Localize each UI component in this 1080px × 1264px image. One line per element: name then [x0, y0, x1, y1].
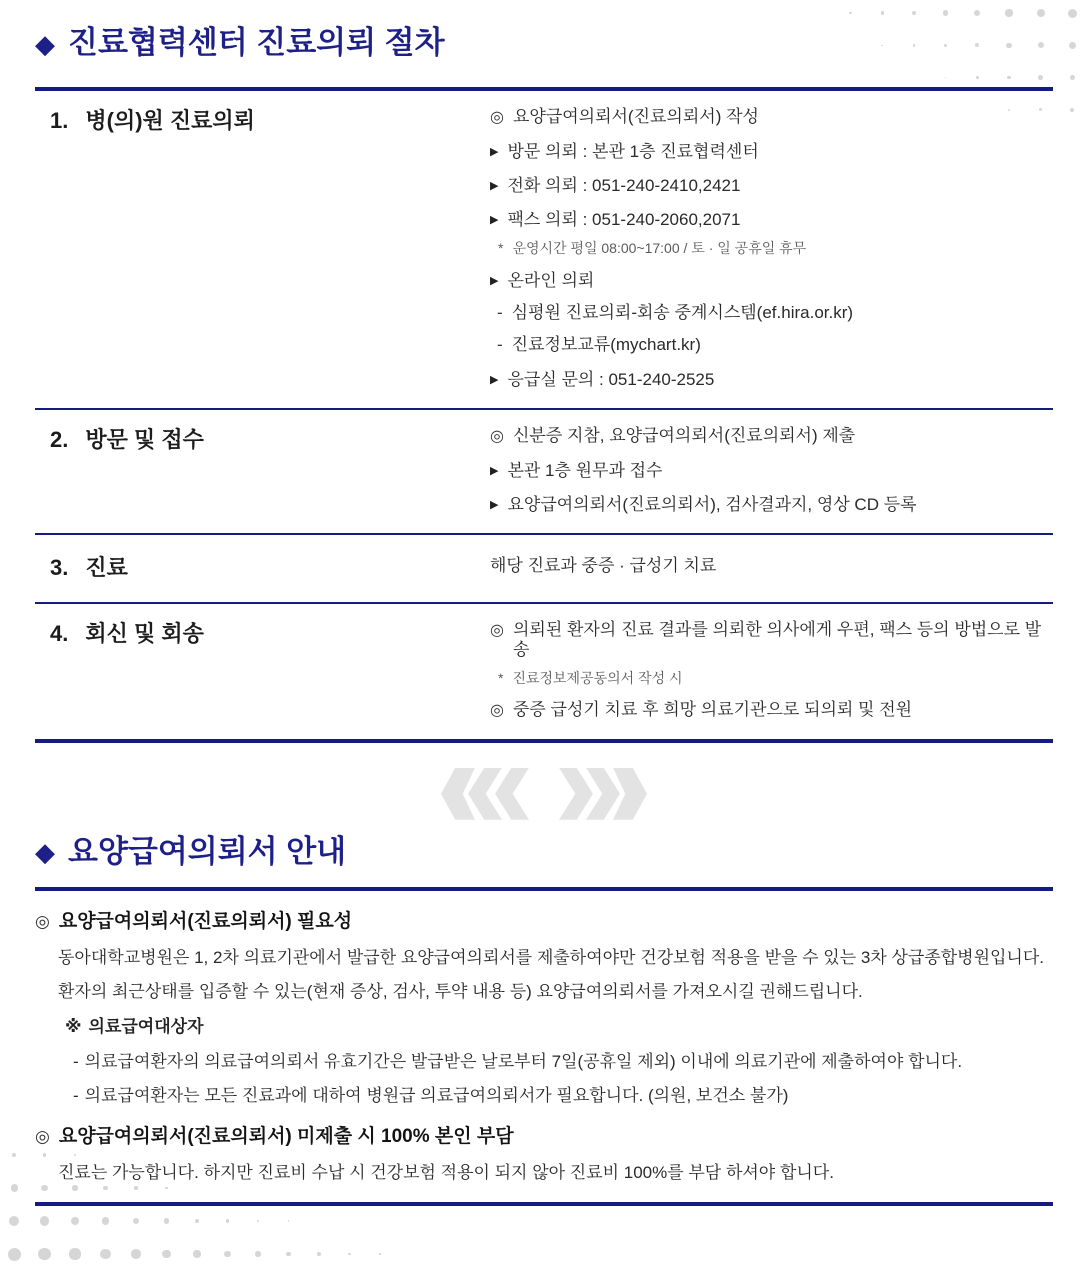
step-detail-text: 해당 진료과 중증 · 급성기 치료 [490, 556, 717, 576]
s2-dash-text: 의료급여환자의 의료급여의뢰서 유효기간은 발급받은 날로부터 7일(공휴일 제외) 이내에 의료기관에 제출하여야 합니다. [84, 1051, 963, 1071]
arrow-marker-icon: ▶ [490, 179, 499, 192]
step-4-number: 4. [50, 620, 69, 646]
step-detail-text: 진료정보제공동의서 작성 시 [512, 669, 683, 686]
asterisk-marker-icon: * [498, 669, 504, 686]
step-detail-text: 요양급여의뢰서(진료의뢰서) 작성 [512, 107, 759, 127]
arrow-marker-icon: ▶ [490, 145, 499, 158]
step-detail [490, 142, 1053, 162]
step-2-title: 방문 및 접수 [85, 427, 204, 453]
double-circle-marker-icon: ◎ [490, 428, 504, 446]
step-1-title: 병(의)원 진료의뢰 [85, 108, 255, 134]
step-3-number: 3. [50, 555, 69, 581]
step-detail-note [490, 670, 1053, 687]
dash-marker-icon: - [73, 1051, 79, 1071]
step-detail-text: 의뢰된 환자의 진료 결과를 의뢰한 의사에게 우편, 팩스 등의 방법으로 발송 [512, 619, 1042, 660]
s2-heading-2 [35, 1126, 1053, 1149]
step-detail [490, 107, 1053, 127]
double-circle-marker-icon: ◎ [490, 702, 504, 720]
s2-subheading [35, 1017, 1053, 1037]
s2-dash-item [35, 1051, 1053, 1072]
s2-subheading-text: 의료급여대상자 [88, 1017, 204, 1037]
section2-title [35, 833, 1053, 870]
step-detail-text: 요양급여의뢰서(진료의뢰서), 검사결과지, 영상 CD 등록 [507, 494, 917, 514]
arrow-marker-icon: ▶ [490, 498, 499, 511]
asterisk-marker-icon: * [498, 239, 504, 256]
step-1-details [490, 105, 1053, 390]
s2-paragraph: 진료는 가능합니다. 하지만 진료비 수납 시 건강보험 적용이 되지 않아 진료비 100%를 부담 하셔야 합니다. [58, 1162, 834, 1182]
step-detail-note [490, 240, 1053, 257]
step-detail [490, 556, 1053, 576]
s2-heading-1-text: 요양급여의뢰서(진료의뢰서) 필요성 [58, 910, 353, 932]
reference-marker-icon: ※ [65, 1017, 82, 1037]
step-detail-text: 응급실 문의 : 051-240-2525 [507, 369, 715, 389]
arrow-marker-icon: ▶ [490, 214, 499, 227]
s2-paragraph: 동아대학교병원은 1, 2차 의료기관에서 발급한 요양급여의뢰서를 제출하여야만 건강보험 적용을 받을 수 있는 3차 상급종합병원입니다. [58, 947, 1044, 967]
step-detail [490, 370, 1053, 390]
step-detail [490, 700, 1053, 720]
step-detail-text: 전화 의뢰 : 051-240-2410,2421 [507, 175, 741, 195]
step-detail-text: 중증 급성기 치료 후 희망 의료기관으로 되의뢰 및 전원 [512, 700, 913, 720]
arrow-marker-icon: ▶ [490, 464, 499, 477]
step-detail [490, 426, 1053, 446]
section2-body [35, 911, 1053, 1183]
step-3-heading [35, 552, 490, 582]
double-circle-marker-icon: ◎ [35, 1127, 50, 1147]
step-4-heading [35, 618, 490, 721]
step-detail-text: 온라인 의뢰 [507, 270, 595, 290]
step-row-3 [35, 533, 1053, 602]
step-1-number: 1. [50, 108, 69, 134]
step-detail [490, 495, 1053, 515]
section2-divider [35, 887, 1053, 891]
step-detail-sub [490, 303, 1053, 323]
step-detail [490, 176, 1053, 196]
section1-title [35, 0, 1053, 61]
step-2-heading [35, 424, 490, 515]
step-detail-text: 팩스 의뢰 : 051-240-2060,2071 [507, 210, 741, 230]
step-4-title: 회신 및 회송 [85, 620, 204, 646]
step-row-2 [35, 408, 1053, 533]
s2-paragraph: 환자의 최근상태를 입증할 수 있는(현재 증상, 검사, 투약 내용 등) 요양급여의뢰서를 가져오시길 권해드립니다. [58, 981, 863, 1001]
s2-dash-text: 의료급여환자는 모든 진료과에 대하여 병원급 의료급여의뢰서가 필요합니다. (의원, 보건소 불가) [84, 1085, 789, 1105]
chevron-left-icon [495, 768, 529, 820]
step-detail [490, 461, 1053, 481]
double-circle-marker-icon: ◎ [35, 911, 50, 931]
s2-heading-2-text: 요양급여의뢰서(진료의뢰서) 미제출 시 100% 본인 부담 [58, 1126, 514, 1148]
step-detail [490, 210, 1053, 230]
step-2-number: 2. [50, 427, 69, 453]
step-detail [490, 271, 1053, 291]
bottom-divider [35, 1202, 1053, 1206]
step-detail-text: 신분증 지참, 요양급여의뢰서(진료의뢰서) 제출 [512, 426, 856, 446]
step-detail-text: 운영시간 평일 08:00~17:00 / 토 · 일 공휴일 휴무 [512, 239, 807, 256]
s2-dash-item [35, 1085, 1053, 1106]
dash-marker-icon: - [73, 1085, 79, 1105]
step-detail-text: 방문 의뢰 : 본관 1층 진료협력센터 [507, 141, 759, 161]
step-detail [490, 620, 1053, 661]
step-3-details [490, 552, 1053, 582]
section1-title-text: 진료협력센터 진료의뢰 절차 [68, 25, 445, 60]
step-2-details [490, 424, 1053, 515]
arrow-marker-icon: ▶ [490, 373, 499, 386]
referral-steps-table [35, 87, 1053, 743]
diamond-icon: ◆ [35, 837, 55, 868]
double-circle-marker-icon: ◎ [490, 109, 504, 127]
section2-title-text: 요양급여의뢰서 안내 [68, 833, 347, 869]
step-row-1 [35, 91, 1053, 408]
step-detail-text: 본관 1층 원무과 접수 [507, 460, 663, 480]
chevrons-right [559, 768, 647, 820]
diamond-icon: ◆ [35, 28, 55, 59]
step-detail-sub [490, 335, 1053, 355]
step-detail-text: 심평원 진료의뢰-회송 중계시스템(ef.hira.or.kr) [511, 302, 854, 322]
s2-heading-1 [35, 911, 1053, 934]
dash-marker-icon: - [497, 302, 503, 322]
step-1-heading [35, 105, 490, 390]
double-circle-marker-icon: ◎ [490, 621, 504, 639]
step-row-4 [35, 602, 1053, 739]
arrow-marker-icon: ▶ [490, 274, 499, 287]
dash-marker-icon: - [497, 335, 503, 355]
step-4-details [490, 618, 1053, 721]
step-detail-text: 진료정보교류(mychart.kr) [511, 335, 701, 355]
step-3-title: 진료 [85, 555, 128, 581]
chevrons-left [441, 768, 529, 820]
chevron-right-icon [559, 768, 593, 820]
chevron-decoration [35, 767, 1053, 821]
